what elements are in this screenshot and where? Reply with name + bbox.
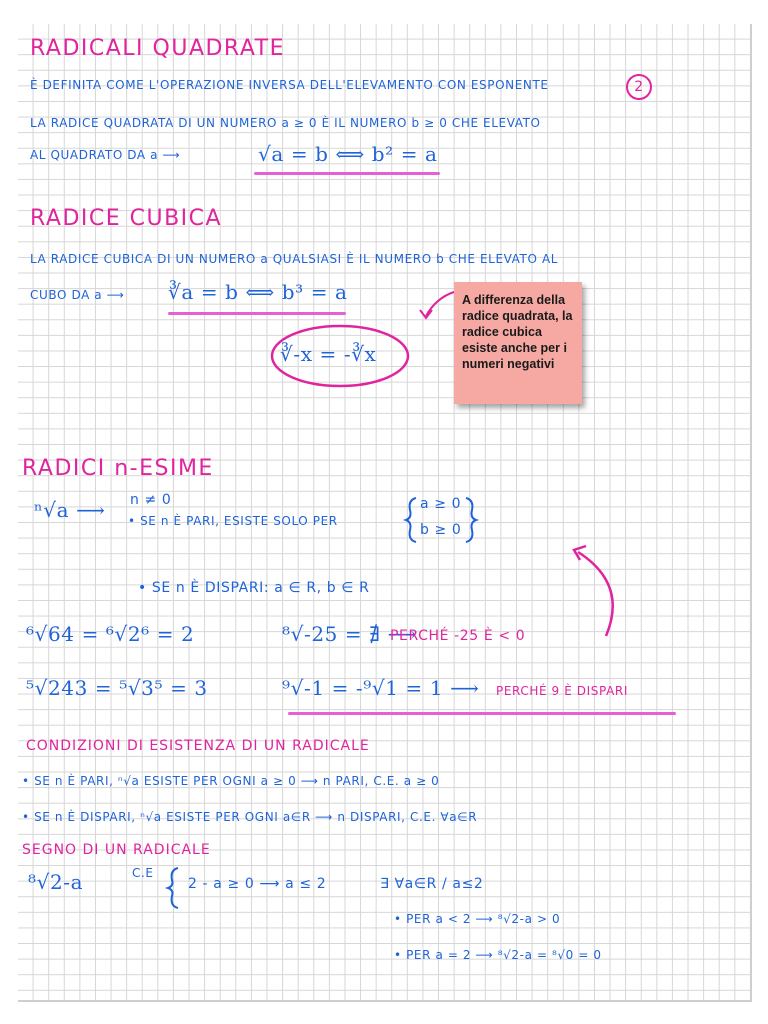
example-sixth-root: ⁶√64 = ⁶√2⁶ = 2 [26,622,195,646]
example-eighth-root-reason: PERCHÉ -25 È < 0 [390,628,526,644]
right-brace [466,498,476,542]
example-fifth-root: ⁵√243 = ⁵√3⁵ = 3 [26,676,208,700]
example-eighth-root: ⁸√-25 = ∄ ⟶ [282,622,417,646]
sticky-note-text: A differenza della radice quadrata, la radice cubica esiste anche per i numeri negativi [462,293,573,371]
sticky-note [454,282,582,404]
left-brace [406,498,416,542]
sign-root-expression: ⁸√2-a [28,870,84,894]
existence-even: • SE n È PARI, ⁿ√a ESISTE PER OGNI a ≥ 0 ⟶ n PARI, C.E. a ≥ 0 [22,774,440,788]
note-pointer [426,292,454,316]
title-radicali-quadrate: RADICALI QUADRATE [30,36,286,61]
brace-condition-a: a ≥ 0 [420,496,462,512]
ce-brace [168,868,178,908]
example-ninth-root-reason: PERCHÉ 9 È DISPARI [496,684,628,698]
title-condizioni-esistenza: CONDIZIONI DI ESISTENZA DI UN RADICALE [26,738,370,754]
formula-underline [254,172,440,175]
cube-root-odd-property: ∛-x = -∛x [280,342,377,366]
n-not-zero: n ≠ 0 [130,492,172,508]
title-segno-radicale: SEGNO DI UN RADICALE [22,842,211,858]
circled-exponent: 2 [626,74,652,100]
square-root-formula: √a = b ⟺ b² = a [258,142,438,166]
cube-root-definition: LA RADICE CUBICA DI UN NUMERO a QUALSIASI È IL NUMERO b CHE ELEVATO AL [30,252,559,266]
odd-case: • SE n È DISPARI: a ∈ R, b ∈ R [138,580,370,596]
ce-condition: 2 - a ≥ 0 ⟶ a ≤ 2 [188,876,327,892]
notebook-page [18,24,752,1002]
exists-condition: ∃ ∀a∈R / a≤2 [380,876,484,892]
example-ninth-root: ⁹√-1 = -⁹√1 = 1 ⟶ [282,676,480,700]
definition-line: È DEFINITA COME L'OPERAZIONE INVERSA DELL'ELEVAMENTO CON ESPONENTE [30,78,549,92]
cube-root-formula: ∛a = b ⟺ b³ = a [168,280,348,304]
square-root-definition: LA RADICE QUADRATA DI UN NUMERO a ≥ 0 È IL NUMERO b ≥ 0 CHE ELEVATO [30,116,541,130]
sign-case-equal: • PER a = 2 ⟶ ⁸√2-a = ⁸√0 = 0 [394,948,602,962]
cube-root-line2: CUBO DA a ⟶ [30,288,125,302]
curved-arrow [578,552,613,636]
even-case: • SE n È PARI, ESISTE SOLO PER [128,514,338,528]
title-radici-n-esime: RADICI n-ESIME [22,456,214,481]
cube-formula-underline [168,312,346,315]
existence-odd: • SE n È DISPARI, ⁿ√a ESISTE PER OGNI a∈R ⟶ n DISPARI, C.E. ∀a∈R [22,810,478,824]
sign-case-less: • PER a < 2 ⟶ ⁸√2-a > 0 [394,912,561,926]
nth-root-symbol: ⁿ√a ⟶ [34,498,106,522]
brace-condition-b: b ≥ 0 [420,522,462,538]
title-radice-cubica: RADICE CUBICA [30,206,223,231]
square-root-line3: AL QUADRATO DA a ⟶ [30,148,181,162]
examples-underline [288,712,676,715]
ce-label: C.E [132,866,154,880]
